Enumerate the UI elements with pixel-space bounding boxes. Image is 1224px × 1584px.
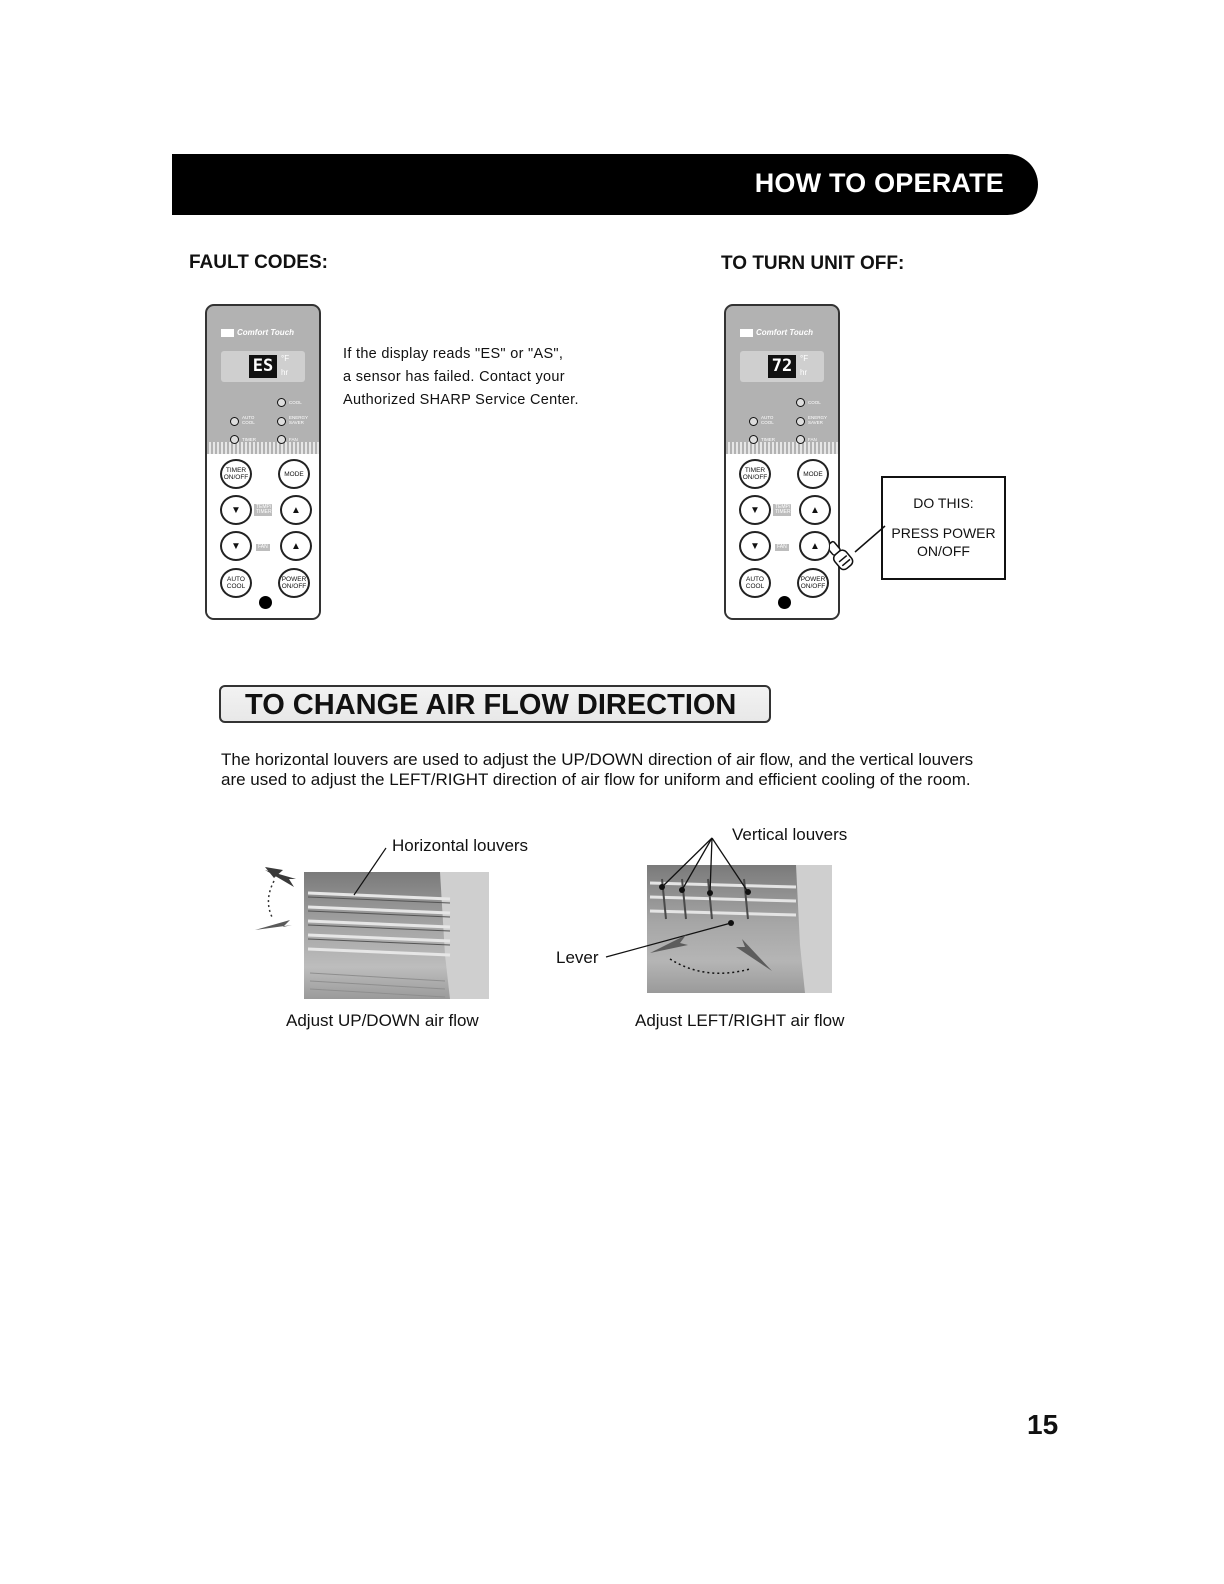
brand-label: Comfort Touch xyxy=(740,328,813,337)
cool-led xyxy=(277,398,286,407)
auto-cool-led xyxy=(230,417,239,426)
horizontal-louvers-photo xyxy=(250,845,500,1005)
indicator-dot xyxy=(778,596,791,609)
mode-button[interactable]: MODE xyxy=(278,459,310,489)
temp-up-button[interactable] xyxy=(280,495,312,525)
display-readout: ES xyxy=(249,355,277,378)
energy-saver-led xyxy=(277,417,286,426)
airflow-title: TO CHANGE AIR FLOW DIRECTION xyxy=(245,689,737,721)
fault-text-line: If the display reads "ES" or "AS", xyxy=(343,346,564,362)
fan-up-button[interactable] xyxy=(799,531,831,561)
fan-down-button[interactable] xyxy=(220,531,252,561)
airflow-section-header xyxy=(219,685,771,723)
energy-saver-led-label: ENERGY SAVER xyxy=(808,415,827,425)
header-banner xyxy=(172,154,1038,215)
mode-button[interactable]: MODE xyxy=(797,459,829,489)
energy-saver-led-label: ENERGY SAVER xyxy=(289,415,308,425)
temp-up-button[interactable] xyxy=(799,495,831,525)
auto-cool-button[interactable]: AUTO COOL xyxy=(739,568,771,598)
arrow-up-icon: ▲ xyxy=(291,540,301,552)
lever-label: Lever xyxy=(556,948,599,967)
display-readout: 72 xyxy=(768,355,796,378)
fan-tag: FAN xyxy=(258,544,268,550)
do-this-callout xyxy=(881,476,1006,580)
indicator-dot xyxy=(259,596,272,609)
arrow-down-icon: ▼ xyxy=(750,540,760,552)
temp-timer-tag: TEMP/ TIMER xyxy=(775,504,791,515)
fan-led xyxy=(796,435,805,444)
callout-title: DO THIS: xyxy=(913,495,974,511)
arrow-down-icon: ▼ xyxy=(231,504,241,516)
power-onoff-button[interactable]: POWER ON/OFF xyxy=(797,568,829,598)
brand-logo-icon xyxy=(740,329,753,337)
cool-led-label: COOL xyxy=(808,400,821,405)
temperature-display xyxy=(740,351,824,382)
temperature-display xyxy=(221,351,305,382)
fan-down-button[interactable] xyxy=(739,531,771,561)
temp-timer-tag: TEMP/ TIMER xyxy=(256,504,272,515)
callout-line-1: PRESS POWER xyxy=(891,525,996,541)
unit-hr-label: hr xyxy=(281,368,289,377)
power-onoff-button[interactable]: POWER ON/OFF xyxy=(278,568,310,598)
timer-onoff-button[interactable]: TIMER ON/OFF xyxy=(220,459,252,489)
unit-f-label: °F xyxy=(800,354,809,363)
fault-text-line: a sensor has failed. Contact your xyxy=(343,369,565,385)
arrow-up-icon: ▲ xyxy=(291,504,301,516)
control-panel-fault xyxy=(205,304,321,620)
fan-led-label: FAN xyxy=(808,437,817,442)
brand-label: Comfort Touch xyxy=(221,328,294,337)
energy-saver-led xyxy=(796,417,805,426)
timer-led-label: TIMER xyxy=(242,437,256,442)
fan-led xyxy=(277,435,286,444)
page-number: 15 xyxy=(1027,1409,1059,1440)
arrow-up-icon: ▲ xyxy=(810,504,820,516)
fan-led-label: FAN xyxy=(289,437,298,442)
timer-led-label: TIMER xyxy=(761,437,775,442)
fan-up-button[interactable] xyxy=(280,531,312,561)
cool-led xyxy=(796,398,805,407)
timer-onoff-button[interactable]: TIMER ON/OFF xyxy=(739,459,771,489)
fault-text-line: Authorized SHARP Service Center. xyxy=(343,392,579,408)
auto-cool-led xyxy=(749,417,758,426)
fan-tag: FAN xyxy=(777,544,787,550)
arrow-down-icon: ▼ xyxy=(750,504,760,516)
page-title: HOW TO OPERATE xyxy=(754,168,1004,198)
airflow-paragraph: The horizontal louvers are used to adjust the UP/DOWN direction of air flow, and the vertical louvers are used to adjust the LEFT/RIGHT direction of air flow for uniform and efficient cooling of the room. xyxy=(221,750,974,789)
vertical-louvers-label: Vertical louvers xyxy=(732,825,848,844)
auto-cool-button[interactable]: AUTO COOL xyxy=(220,568,252,598)
cool-led-label: COOL xyxy=(289,400,302,405)
brand-logo-icon xyxy=(221,329,234,337)
auto-cool-led-label: AUTO COOL xyxy=(761,415,774,425)
unit-hr-label: hr xyxy=(800,368,808,377)
temp-down-button[interactable] xyxy=(220,495,252,525)
unit-f-label: °F xyxy=(281,354,290,363)
turn-off-heading: TO TURN UNIT OFF: xyxy=(721,253,905,274)
caption-left-right: Adjust LEFT/RIGHT air flow xyxy=(635,1011,845,1030)
arrow-up-icon: ▲ xyxy=(810,540,820,552)
auto-cool-led-label: AUTO COOL xyxy=(242,415,255,425)
arrow-down-icon: ▼ xyxy=(231,540,241,552)
vertical-louvers-photo xyxy=(600,835,840,1000)
timer-led xyxy=(230,435,239,444)
callout-line-2: ON/OFF xyxy=(917,543,970,559)
control-panel-off xyxy=(724,304,840,620)
timer-led xyxy=(749,435,758,444)
fault-codes-heading: FAULT CODES: xyxy=(189,252,328,273)
horizontal-louvers-label: Horizontal louvers xyxy=(392,836,529,855)
fault-codes-text xyxy=(343,343,579,412)
caption-up-down: Adjust UP/DOWN air flow xyxy=(286,1011,479,1030)
temp-down-button[interactable] xyxy=(739,495,771,525)
